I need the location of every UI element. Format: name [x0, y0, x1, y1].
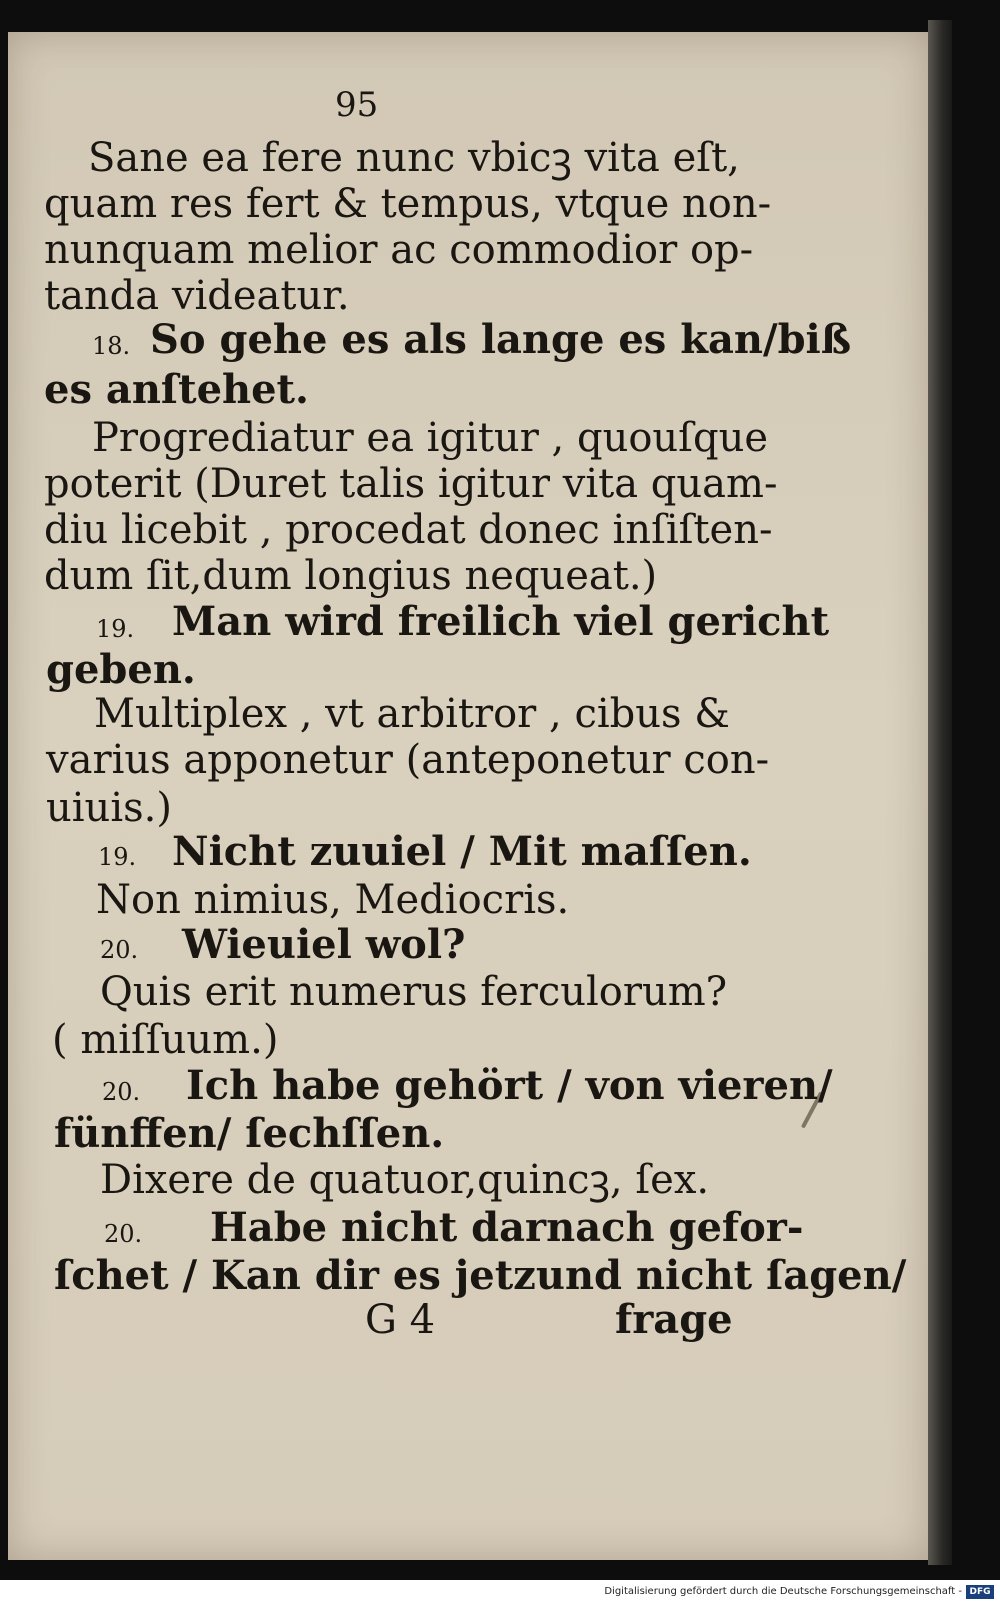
text-line: dum ſit,dum longius nequeat.) [44, 553, 658, 599]
text-line: ( miſſuum.) [52, 1017, 279, 1063]
text-line: So gehe es als lange es kan/biß [150, 316, 852, 363]
page-number: 95 [335, 85, 379, 125]
entry-number: 19. [96, 615, 135, 643]
text-line: diu licebit , procedat donec inſiſten- [44, 507, 773, 553]
dfg-logo: DFG [966, 1585, 994, 1599]
footer-bar [0, 1580, 1000, 1605]
footer-credit: Digitalisierung gefördert durch die Deutsche Forschungsgemeinschaft - [604, 1586, 962, 1597]
text-line: Man wird freilich viel gericht [172, 598, 830, 645]
text-line: quam res fert & tempus, vtque non- [44, 181, 772, 227]
text-line: Nicht zuuiel / Mit maſſen. [172, 828, 752, 875]
text-line: es anſtehet. [44, 366, 309, 413]
text-line: Habe nicht darnach gefor- [210, 1204, 804, 1251]
entry-number: 20. [102, 1078, 141, 1106]
text-line: Non nimius, Mediocris. [96, 877, 570, 923]
text-line: uiuis.) [46, 785, 172, 831]
text-line: varius apponetur (anteponetur con- [46, 737, 770, 783]
text-line: ſchet / Kan dir es jetzund nicht ſagen/ [54, 1252, 907, 1299]
text-line: Wieuiel wol? [182, 921, 466, 968]
text-line: tanda videatur. [44, 273, 350, 319]
entry-number: 20. [104, 1220, 143, 1248]
text-line: Progrediatur ea igitur , quouſque [92, 415, 769, 461]
text-line: Quis erit numerus ferculorum? [100, 969, 728, 1015]
text-line: Sane ea fere nunc vbicꝫ vita eſt, [88, 135, 740, 181]
entry-number: 19. [98, 843, 137, 871]
signature-mark: G 4 [365, 1297, 436, 1343]
text-line: Multiplex , vt arbitror , cibus & [94, 691, 730, 737]
entry-number: 20. [100, 936, 139, 964]
text-line: nunquam melior ac commodior op- [44, 227, 754, 273]
text-line: geben. [46, 646, 196, 693]
text-line: Ich habe gehört / von vieren/ [186, 1062, 833, 1109]
entry-number: 18. [92, 332, 131, 360]
text-line: poterit (Duret talis igitur vita quam- [44, 461, 778, 507]
text-line: fünffen/ ſechſſen. [54, 1110, 445, 1157]
text-line: Dixere de quatuor,quincꝫ, ſex. [100, 1157, 710, 1203]
catchword: frage [615, 1296, 733, 1343]
